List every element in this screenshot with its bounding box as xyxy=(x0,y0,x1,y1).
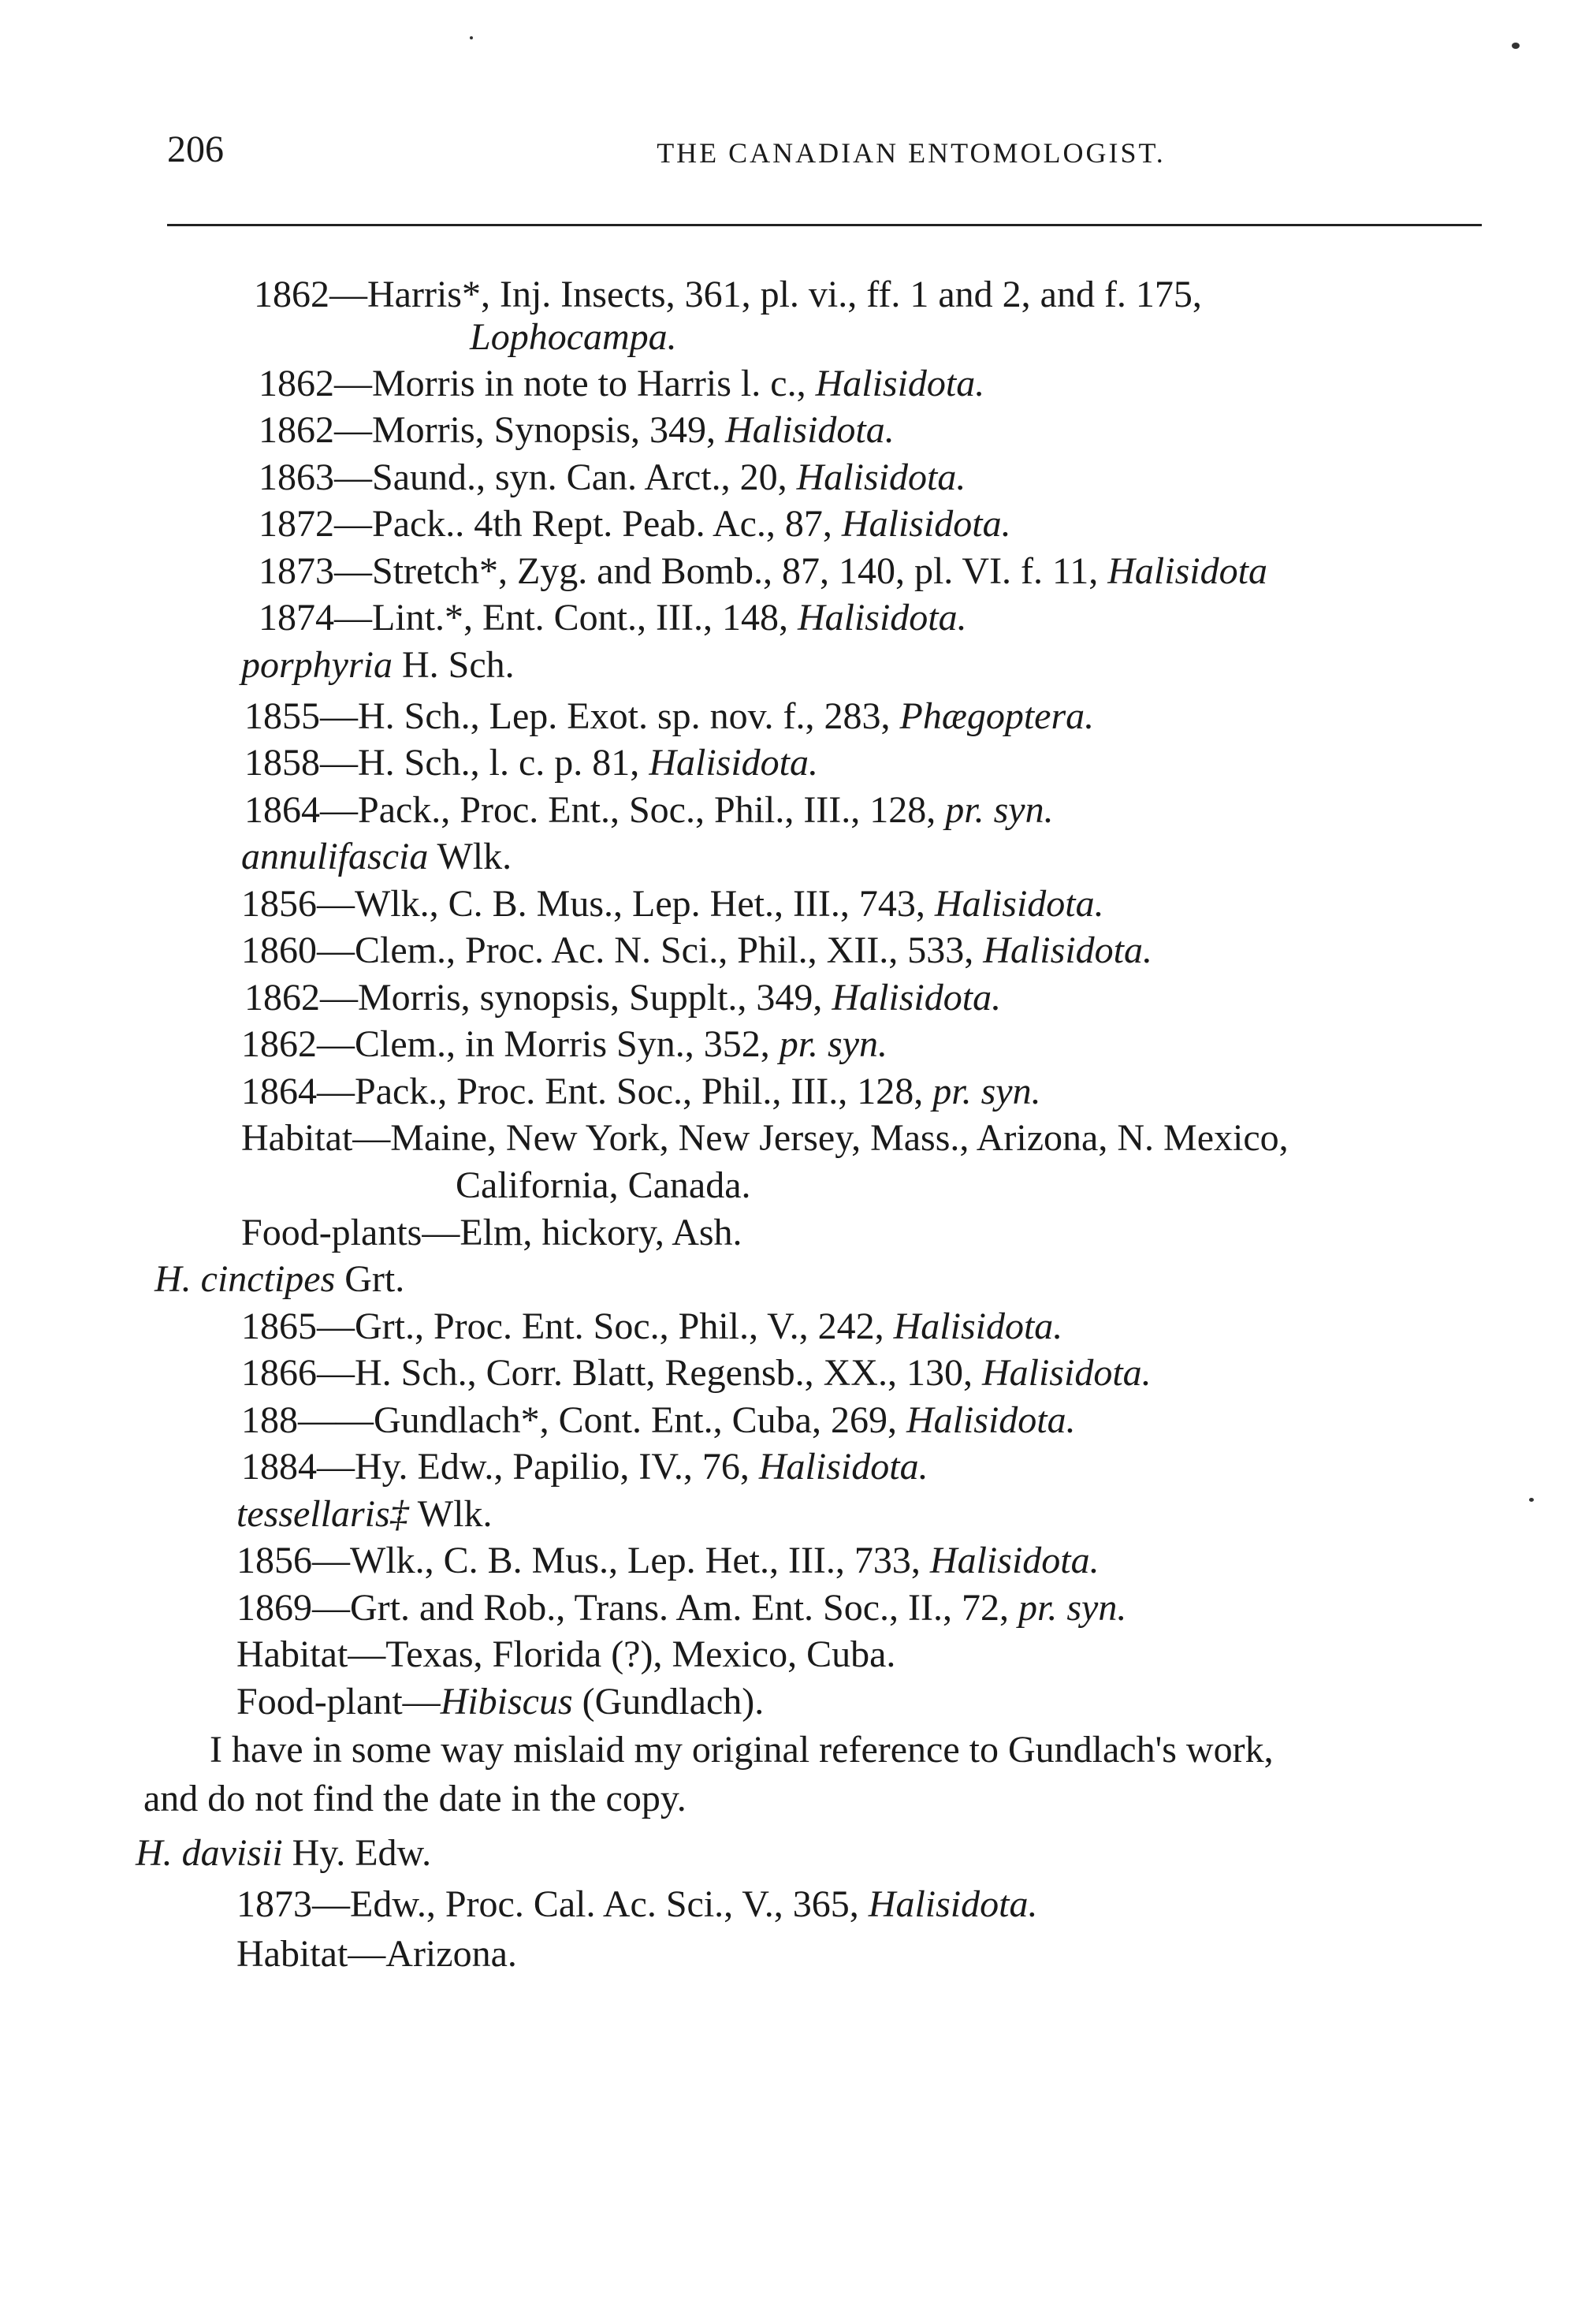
running-head: THE CANADIAN ENTOMOLOGIST. xyxy=(657,137,1166,169)
scan-speck xyxy=(1529,1498,1534,1502)
line-text: 1862—Morris in note to Harris l. c., xyxy=(259,363,816,404)
text-line xyxy=(241,1396,1076,1445)
line-text: 1872—Pack.. 4th Rept. Peab. Ac., 87, xyxy=(259,503,842,545)
line-italic-text: Halisidota. xyxy=(893,1305,1063,1347)
line-text: Habitat—Arizona. xyxy=(236,1933,517,1975)
line-text: 1873—Stretch*, Zyg. and Bomb., 87, 140, pl. VI. f. 11, xyxy=(259,550,1108,592)
line-italic-text: pr. syn. xyxy=(1018,1587,1127,1629)
line-text: 1855—H. Sch., Lep. Exot. sp. nov. f., 283, xyxy=(244,695,900,737)
line-text: 1862—Harris*, Inj. Insects, 361, pl. vi., ff. 1 and 2, and f. 175, xyxy=(254,274,1202,315)
text-line xyxy=(241,641,515,690)
line-text: I have in some way mislaid my original reference to Gundlach's work, xyxy=(210,1729,1274,1771)
line-italic-text: Halisidota. xyxy=(906,1399,1076,1441)
text-line xyxy=(241,1443,928,1492)
line-text: Habitat—Maine, New York, New Jersey, Mass., Arizona, N. Mexico, xyxy=(241,1117,1289,1159)
text-line xyxy=(236,1536,1100,1585)
line-italic-text: Halisidota xyxy=(1107,550,1267,592)
text-line xyxy=(236,1930,517,1979)
header-rule xyxy=(167,224,1482,226)
line-text: 1862—Clem., in Morris Syn., 352, xyxy=(241,1023,780,1065)
page-number: 206 xyxy=(167,128,224,170)
line-text: 1863—Saund., syn. Can. Arct., 20, xyxy=(259,456,797,498)
text-line xyxy=(143,1775,687,1823)
line-italic-text: Halisidota. xyxy=(649,742,818,784)
line-italic-text: Halisidota. xyxy=(758,1446,928,1488)
line-italic-text: Hibiscus xyxy=(440,1681,573,1723)
text-line xyxy=(259,359,984,408)
line-text: 1858—H. Sch., l. c. p. 81, xyxy=(244,742,649,784)
line-italic-text: Halisidota. xyxy=(981,1352,1152,1394)
line-text: Food-plants—Elm, hickory, Ash. xyxy=(241,1212,742,1253)
line-text: 1856—Wlk., C. B. Mus., Lep. Het., III., 733, xyxy=(236,1540,930,1581)
line-italic-text: tessellaris‡ xyxy=(236,1493,409,1535)
text-line xyxy=(259,547,1267,596)
line-italic-text: pr. syn. xyxy=(779,1023,888,1065)
line-italic-text: porphyria xyxy=(241,644,393,686)
line-text: 1873—Edw., Proc. Cal. Ac. Sci., V., 365, xyxy=(236,1883,869,1925)
scan-speck xyxy=(470,36,473,39)
text-line xyxy=(241,1020,887,1069)
text-line xyxy=(456,1161,751,1210)
line-text: Hy. Edw. xyxy=(282,1832,432,1874)
text-line xyxy=(241,1114,1289,1163)
line-text: and do not find the date in the copy. xyxy=(143,1778,687,1819)
line-italic-text: H. cinctipes xyxy=(154,1258,336,1300)
line-italic-text: pr. syn. xyxy=(932,1071,1041,1112)
line-italic-text: Lophocampa. xyxy=(470,316,677,358)
line-text: California, Canada. xyxy=(456,1164,751,1206)
line-text: 1884—Hy. Edw., Papilio, IV., 76, xyxy=(241,1446,759,1488)
text-line xyxy=(236,1490,492,1539)
line-text: Food-plant— xyxy=(236,1681,441,1723)
text-line xyxy=(241,1209,742,1257)
line-text: Habitat—Texas, Florida (?), Mexico, Cuba. xyxy=(236,1633,896,1675)
text-line xyxy=(241,880,1104,929)
line-text: 1866—H. Sch., Corr. Blatt, Regensb., XX., 130, xyxy=(241,1352,982,1394)
text-line xyxy=(259,594,967,642)
line-italic-text: Halisidota. xyxy=(868,1883,1038,1925)
page-header xyxy=(167,126,1482,173)
line-text: 1860—Clem., Proc. Ac. N. Sci., Phil., XII., 533, xyxy=(241,929,984,971)
line-text: 1856—Wlk., C. B. Mus., Lep. Het., III., 743, xyxy=(241,883,935,925)
line-italic-text: Halisidota. xyxy=(929,1540,1100,1581)
text-line xyxy=(236,1880,1037,1929)
line-italic-text: Halisidota. xyxy=(934,883,1104,925)
scan-speck xyxy=(1512,43,1520,49)
text-line xyxy=(241,1067,1041,1116)
text-line xyxy=(244,786,1054,835)
line-text: 1862—Morris, synopsis, Supplt., 349, xyxy=(244,977,832,1019)
text-line xyxy=(236,1584,1126,1633)
text-line xyxy=(244,692,1094,741)
text-line xyxy=(254,270,1202,319)
text-line xyxy=(244,974,1001,1022)
line-text: 1874—Lint.*, Ent. Cont., III., 148, xyxy=(259,597,798,639)
line-text: (Gundlach). xyxy=(572,1681,765,1723)
text-line xyxy=(210,1726,1274,1775)
line-italic-text: Halisidota. xyxy=(797,597,967,639)
line-italic-text: pr. syn. xyxy=(945,789,1054,831)
line-text: 1862—Morris, Synopsis, 349, xyxy=(259,409,726,451)
text-line xyxy=(259,406,895,455)
line-italic-text: H. davisii xyxy=(136,1832,283,1874)
line-text: 1864—Pack., Proc. Ent., Soc., Phil., III., 128, xyxy=(244,789,946,831)
text-line xyxy=(241,926,1152,975)
text-line xyxy=(470,313,677,362)
line-text: Grt. xyxy=(335,1258,405,1300)
line-text: 188——Gundlach*, Cont. Ent., Cuba, 269, xyxy=(241,1399,906,1441)
text-line xyxy=(154,1255,404,1304)
text-line xyxy=(236,1630,895,1679)
text-line xyxy=(244,739,818,788)
line-text: 1865—Grt., Proc. Ent. Soc., Phil., V., 242, xyxy=(241,1305,894,1347)
line-italic-text: Phægoptera. xyxy=(899,695,1095,737)
text-line xyxy=(241,832,512,881)
line-italic-text: Halisidota. xyxy=(832,977,1002,1019)
text-line xyxy=(259,500,1011,549)
line-text: 1864—Pack., Proc. Ent. Soc., Phil., III., 128, xyxy=(241,1071,933,1112)
line-text: Wlk. xyxy=(428,836,512,877)
text-line xyxy=(241,1349,1152,1398)
line-italic-text: annulifascia xyxy=(241,836,429,877)
line-italic-text: Halisidota. xyxy=(841,503,1011,545)
text-line xyxy=(236,1678,764,1726)
text-line xyxy=(136,1829,431,1878)
line-text: H. Sch. xyxy=(393,644,515,686)
line-italic-text: Halisidota. xyxy=(815,363,985,404)
line-italic-text: Halisidota. xyxy=(725,409,895,451)
line-text: Wlk. xyxy=(408,1493,493,1535)
text-line xyxy=(241,1302,1062,1351)
text-line xyxy=(259,453,966,502)
line-text: 1869—Grt. and Rob., Trans. Am. Ent. Soc., II., 72, xyxy=(236,1587,1019,1629)
line-italic-text: Halisidota. xyxy=(796,456,966,498)
line-italic-text: Halisidota. xyxy=(983,929,1152,971)
